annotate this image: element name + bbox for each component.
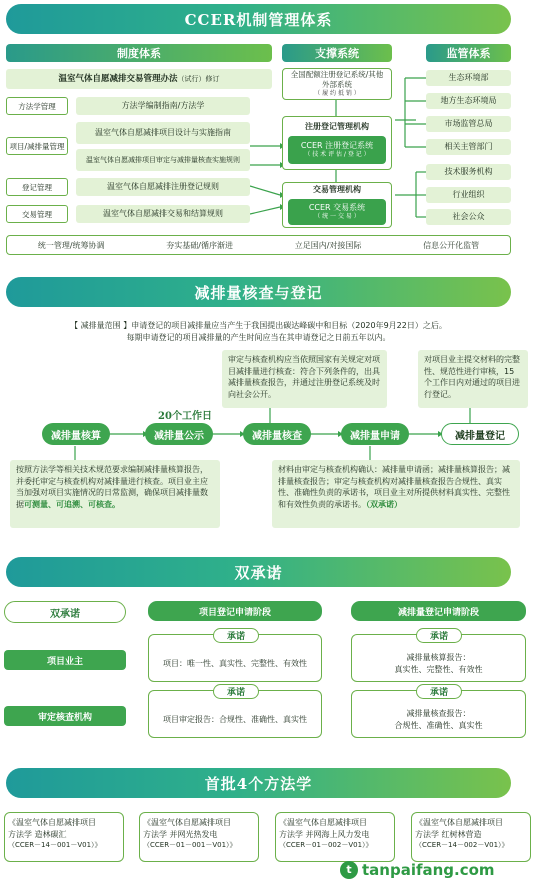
row-label-trade: 交易管理 bbox=[6, 205, 68, 223]
watermark-text: tanpaifang.com bbox=[362, 861, 495, 879]
trade-system-label: CCER 交易系统 bbox=[308, 202, 366, 212]
method-card-3-l3: （CCER－01－002－V01）》 bbox=[279, 841, 373, 850]
method-card-3 bbox=[275, 812, 395, 862]
principle-2: 夯实基础/循序渐进 bbox=[166, 240, 233, 250]
registry-system-label: CCER 注册登记系统 bbox=[300, 140, 374, 150]
leaf-logo-icon: t bbox=[340, 861, 358, 879]
header-support: 支撑系统 bbox=[282, 44, 392, 62]
promise-tag-2: 承诺 bbox=[416, 628, 462, 643]
promise-tag-3: 承诺 bbox=[213, 684, 259, 699]
row-auditor: 审定核查机构 bbox=[4, 706, 126, 726]
registry-system bbox=[288, 136, 386, 164]
principle-3: 立足国内/对接国际 bbox=[294, 240, 362, 250]
supervisor-1: 生态环境部 bbox=[426, 70, 511, 86]
trade-system bbox=[288, 199, 386, 225]
promise-corner: 双承诺 bbox=[4, 601, 126, 623]
other-2: 行业组织 bbox=[426, 187, 511, 203]
support-external-title: 全国配额注册登记系统/其他外部系统 bbox=[290, 70, 384, 90]
method-card-2-l1: 《温室气体自愿减排项目 bbox=[143, 818, 231, 827]
row-label-registry: 登记管理 bbox=[6, 178, 68, 196]
note-apply bbox=[272, 460, 520, 528]
trade-org bbox=[282, 182, 392, 228]
method-card-3-l2: 方法学 并网海上风力发电 bbox=[279, 829, 370, 839]
method-card-1-l1: 《温室气体自愿减排项目 bbox=[8, 818, 96, 827]
note-calc-emph: 可测量、可追溯、可核查。 bbox=[24, 499, 120, 509]
step-verify: 减排量核查 bbox=[243, 423, 311, 445]
note-calc-text: 按照方法学等相关技术规范要求编制减排量核算报告，并委托审定与核查机构对减排量进行核查。项目业主应当加强对项目实施情况的日常监测，确保项目减排量数据 bbox=[16, 465, 208, 509]
method-card-1-l2: 方法学 造林碳汇 bbox=[8, 829, 67, 839]
promise-owner-reduction-b: 真实性、完整性、有效性 bbox=[394, 665, 483, 674]
support-external bbox=[282, 68, 392, 100]
days-label: 20个工作日 bbox=[158, 411, 212, 422]
method-card-4 bbox=[411, 812, 531, 862]
stage-reduction: 减排量登记申请阶段 bbox=[351, 601, 526, 621]
watermark bbox=[340, 858, 536, 882]
step-register: 减排量登记 bbox=[441, 423, 519, 445]
principles-footer bbox=[6, 235, 511, 255]
scope-line-2: 每期申请登记的项目减排量的产生时间应当在其申请登记之日前五年以内。 bbox=[126, 333, 391, 342]
note-apply-text: 材料由审定与核查机构确认：减排量申请函；减排量核算报告；减排量核查报告；审定与核查机构对减排量核查报告合规性、真实性、准确性负责的承诺书，项目业主对所提供材料真实性、完整性和有效性负责的承诺书。 bbox=[278, 465, 510, 509]
row-owner: 项目业主 bbox=[4, 650, 126, 670]
section-banner-promise: 双承诺 bbox=[6, 557, 511, 587]
row-item-project-rule: 温室气体自愿减排项目审定与减排量核查实施规则 bbox=[76, 149, 250, 171]
note-verify: 审定与核查机构应当依照国家有关规定对项目减排量进行核查：符合下列条件的，出具减排量核查报告，并通过注册登记系统及时向社会公开。 bbox=[222, 350, 387, 408]
row-item-trade: 温室气体自愿减排交易和结算规则 bbox=[76, 205, 250, 223]
row-item-project-guide: 温室气体自愿减排项目设计与实施指南 bbox=[76, 122, 250, 144]
note-register: 对项目业主提交材料的完整性、规范性进行审核，15个工作日内对通过的项目进行登记。 bbox=[418, 350, 528, 408]
promise-auditor-project-text: 项目审定报告：合规性、准确性、真实性 bbox=[163, 715, 307, 725]
promise-auditor-reduction-a: 减排量核查报告： bbox=[406, 709, 471, 719]
header-system: 制度体系 bbox=[6, 44, 272, 62]
row-label-method: 方法学管理 bbox=[6, 97, 68, 115]
promise-tag-1: 承诺 bbox=[213, 628, 259, 643]
supervisor-4: 相关主管部门 bbox=[426, 139, 511, 155]
row-item-method: 方法学编制指南/方法学 bbox=[76, 97, 250, 115]
step-calc: 减排量核算 bbox=[42, 423, 110, 445]
method-title-suffix: （试行）修订 bbox=[177, 74, 220, 83]
method-card-1-l3: （CCER－14－001－V01）》 bbox=[8, 841, 102, 850]
promise-tag-4: 承诺 bbox=[416, 684, 462, 699]
principle-4: 信息公开化监管 bbox=[423, 240, 480, 250]
step-publicity: 减排量公示 bbox=[145, 423, 213, 445]
method-title-box bbox=[6, 69, 272, 89]
promise-owner-project-text: 项目：唯一性、真实性、完整性、有效性 bbox=[163, 659, 307, 669]
method-card-4-l3: （CCER－14－002－V01）》 bbox=[415, 841, 509, 850]
supervisor-3: 市场监管总局 bbox=[426, 116, 511, 132]
method-card-2-l3: （CCER－01－001－V01）》 bbox=[143, 841, 237, 850]
method-title: 温室气体自愿减排交易管理办法 bbox=[58, 73, 178, 84]
method-card-4-l2: 方法学 红树林营造 bbox=[415, 829, 482, 839]
stage-project: 项目登记申请阶段 bbox=[148, 601, 322, 621]
registry-system-sub: （ 技 术 评 估 / 登 记 ） bbox=[304, 150, 370, 158]
supervisor-2: 地方生态环境局 bbox=[426, 93, 511, 109]
registry-title: 注册登记管理机构 bbox=[305, 122, 369, 132]
row-label-project: 项目/减排量管理 bbox=[6, 137, 68, 155]
principle-1: 统一管理/统筹协调 bbox=[37, 240, 105, 250]
section-banner-verify: 减排量核查与登记 bbox=[6, 277, 511, 307]
trade-title: 交易管理机构 bbox=[313, 185, 361, 195]
section-banner-methods: 首批4个方法学 bbox=[6, 768, 511, 798]
method-card-4-l1: 《温室气体自愿减排项目 bbox=[415, 818, 503, 827]
method-card-1 bbox=[4, 812, 124, 862]
note-apply-emph: （双承诺） bbox=[366, 499, 402, 509]
promise-owner-reduction-a: 减排量核算报告： bbox=[406, 653, 471, 663]
scope-line-1: 【 减排量范围 】申请登记的项目减排量应当产生于我国提出碳达峰碳中和目标（2020年9月22日）之后。 bbox=[70, 321, 447, 330]
header-supervise: 监管体系 bbox=[426, 44, 511, 62]
other-1: 技术服务机构 bbox=[426, 164, 511, 180]
method-card-2-l2: 方法学 并网光热发电 bbox=[143, 829, 218, 839]
registry-org bbox=[282, 116, 392, 170]
method-card-2 bbox=[139, 812, 259, 862]
section-banner-ccer: CCER机制管理体系 bbox=[6, 4, 511, 34]
trade-system-sub: （ 统 一 交 易 ） bbox=[314, 212, 360, 220]
promise-auditor-reduction-b: 合规性、准确性、真实性 bbox=[394, 721, 483, 730]
support-external-sub: （ 履 约 抵 销 ） bbox=[314, 89, 360, 97]
method-card-3-l1: 《温室气体自愿减排项目 bbox=[279, 818, 367, 827]
note-calc bbox=[10, 460, 220, 528]
step-apply: 减排量申请 bbox=[341, 423, 409, 445]
other-3: 社会公众 bbox=[426, 209, 511, 225]
row-item-registry: 温室气体自愿减排注册登记规则 bbox=[76, 178, 250, 196]
